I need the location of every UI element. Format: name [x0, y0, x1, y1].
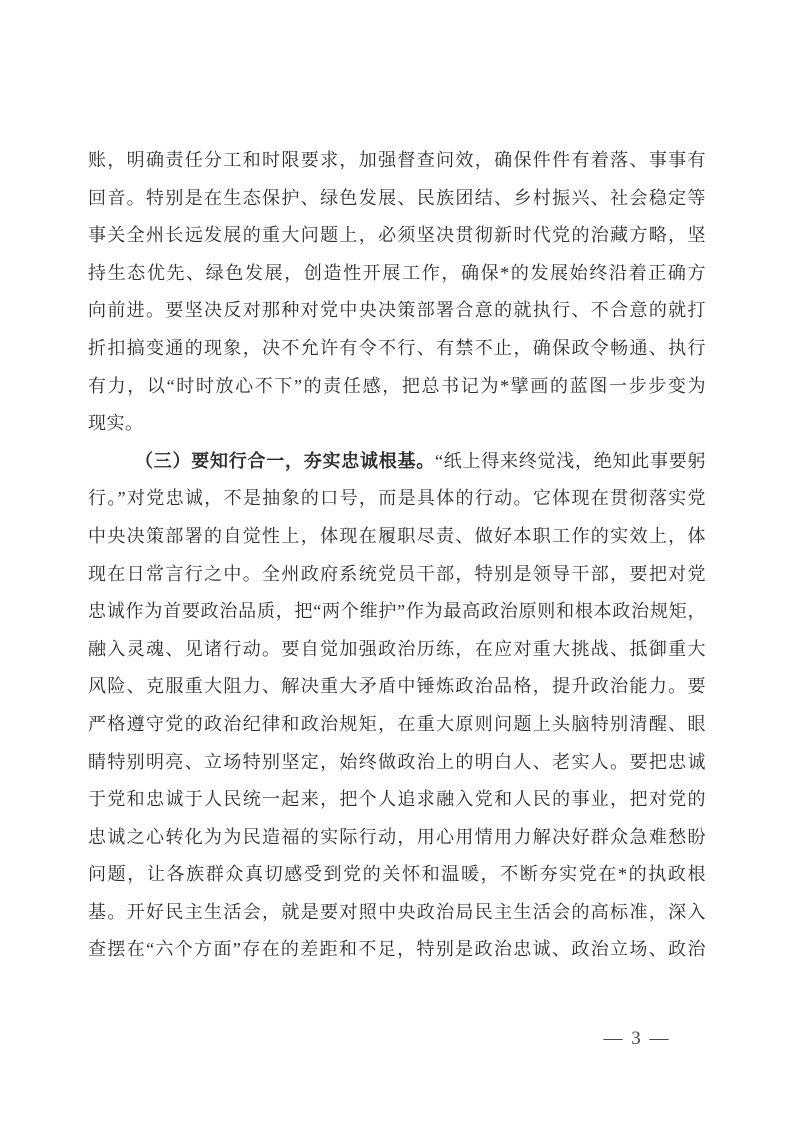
text-line: 现实。 [88, 413, 144, 434]
text-line: 问题，让各族群众真切感受到党的关怀和温暖，不断夯实党在*的执政根 [88, 864, 706, 885]
text-line: 有力，以“时时放心不下”的责任感，把总书记为*擘画的蓝图一步步变为 [88, 375, 706, 396]
page-number: — 3 — [603, 1028, 671, 1049]
section-heading-rest: “纸上得来终觉浅，绝知此事要躬 [435, 450, 706, 471]
text-line: 中央决策部署的自觉性上，体现在履职尽责、做好本职工作的实效上，体 [88, 525, 706, 546]
document-body [88, 142, 706, 969]
text-line: 融入灵魂、见诸行动。要自觉加强政治历练，在应对重大挑战、抵御重大 [88, 638, 706, 659]
text-line-section-heading [88, 443, 706, 481]
text-line: 查摆在“六个方面”存在的差距和不足，特别是政治忠诚、政治立场、政治 [88, 939, 706, 960]
text-line: 行。”对党忠诚，不是抽象的口号，而是具体的行动。它体现在贯彻落实党 [88, 488, 706, 509]
text-line: 忠诚作为首要政治品质，把“两个维护”作为最高政治原则和根本政治规矩， [88, 601, 706, 622]
text-line: 忠诚之心转化为为民造福的实际行动，用心用情用力解决好群众急难愁盼 [88, 826, 706, 847]
text-line: 睛特别明亮、立场特别坚定，始终做政治上的明白人、老实人。要把忠诚 [88, 751, 706, 772]
text-line: 折扣搞变通的现象，决不允许有令不行、有禁不止，确保政令畅通、执行 [88, 337, 706, 358]
section-heading-bold: （三）要知行合一，夯实忠诚根基。 [135, 450, 435, 471]
text-line: 账，明确责任分工和时限要求，加强督查问效，确保件件有着落、事事有 [88, 150, 706, 170]
text-line: 基。开好民主生活会，就是要对照中央政治局民主生活会的高标准，深入 [88, 901, 706, 922]
text-line: 现在日常言行之中。全州政府系统党员干部，特别是领导干部，要把对党 [88, 563, 706, 584]
text-line: 向前进。要坚决反对那种对党中央决策部署合意的就执行、不合意的就打 [88, 300, 706, 321]
text-line: 持生态优先、绿色发展，创造性开展工作，确保*的发展始终沿着正确方 [88, 262, 706, 283]
text-line: 严格遵守党的政治纪律和政治规矩，在重大原则问题上头脑特别清醒、眼 [88, 713, 706, 734]
text-line: 风险、克服重大阻力、解决重大矛盾中锤炼政治品格，提升政治能力。要 [88, 676, 706, 697]
text-line: 回音。特别是在生态保护、绿色发展、民族团结、乡村振兴、社会稳定等 [88, 187, 706, 208]
text-line: 于党和忠诚于人民统一起来，把个人追求融入党和人民的事业，把对党的 [88, 789, 706, 810]
text-line: 事关全州长远发展的重大问题上，必须坚决贯彻新时代党的治藏方略，坚 [88, 225, 706, 246]
